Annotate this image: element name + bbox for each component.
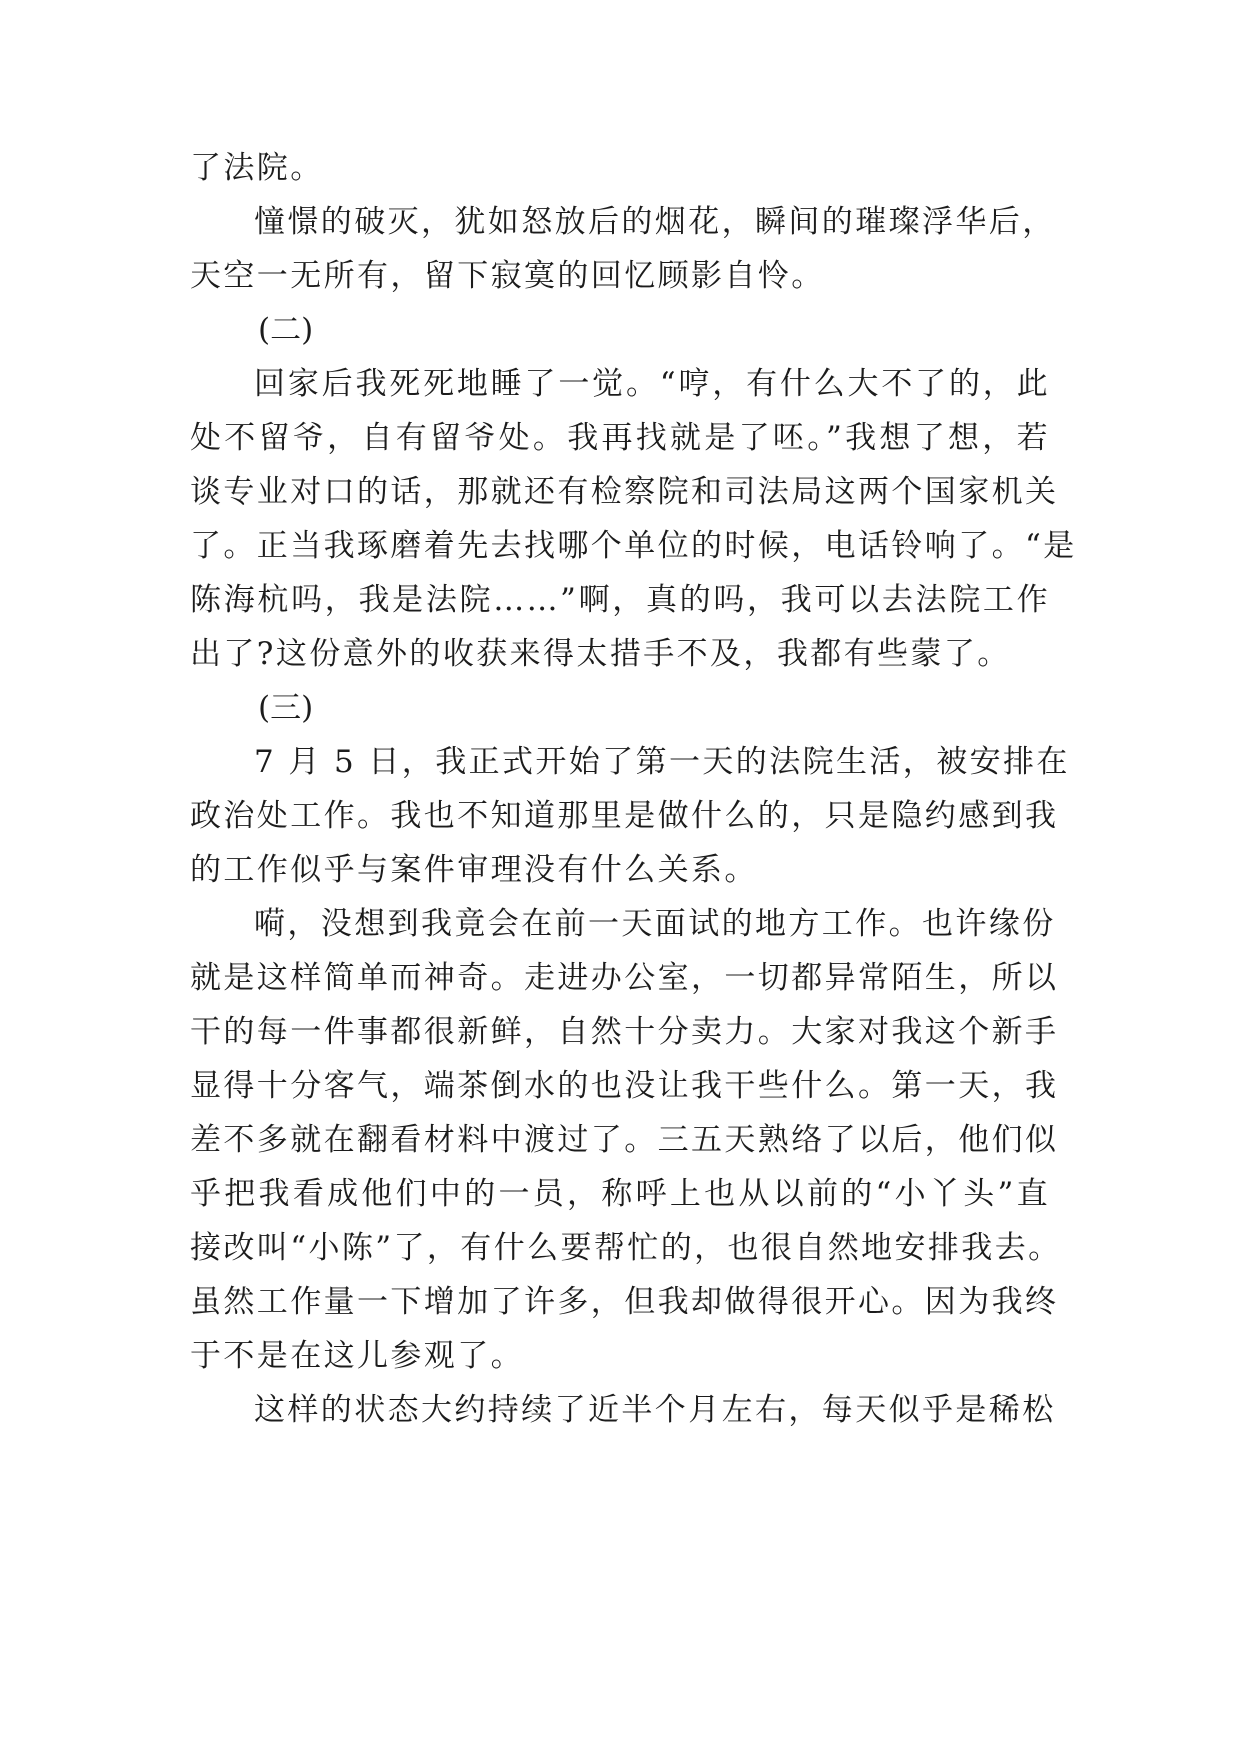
- text-line: [0, 358, 1241, 410]
- paragraph-text: 政治处工作。我也不知道那里是做什么的，只是隐约感到我: [190, 798, 1059, 834]
- paragraph-text: 了。正当我琢磨着先去找哪个单位的时候，电话铃响了。“是: [190, 528, 1077, 564]
- paragraph-text: 陈海杭吗，我是法院……”啊，真的吗，我可以去法院工作: [190, 582, 1050, 618]
- paragraph-text: 出了?这份意外的收获来得太措手不及，我都有些蒙了。: [190, 636, 1011, 672]
- paragraph-text: 7 月 5 日，我正式开始了第一天的法院生活，被安排在: [254, 744, 1070, 780]
- paragraph-text: 憧憬的破灭，犹如怒放后的烟花，瞬间的璀璨浮华后，: [254, 204, 1056, 240]
- text-line: [0, 412, 1241, 464]
- paragraph-text: 差不多就在翻看材料中渡过了。三五天熟络了以后，他们似: [190, 1122, 1059, 1158]
- paragraph-text: 就是这样简单而神奇。走进办公室，一切都异常陌生，所以: [190, 960, 1059, 996]
- section-number: (二): [258, 312, 314, 348]
- paragraph-text: 虽然工作量一下增加了许多，但我却做得很开心。因为我终: [190, 1284, 1059, 1320]
- text-line: [0, 736, 1241, 788]
- text-line: [0, 628, 1241, 680]
- text-line: [0, 1006, 1241, 1058]
- text-line: [0, 574, 1241, 626]
- paragraph-text: 于不是在这儿参观了。: [190, 1338, 524, 1374]
- text-line: [0, 790, 1241, 842]
- text-line: [0, 1330, 1241, 1382]
- text-line: [0, 1060, 1241, 1112]
- text-line: [0, 1276, 1241, 1328]
- paragraph-text: 乎把我看成他们中的一员，称呼上也从以前的“小丫头”直: [190, 1176, 1050, 1212]
- text-line: [0, 466, 1241, 518]
- paragraph-text: 天空一无所有，留下寂寞的回忆顾影自怜。: [190, 258, 825, 294]
- paragraph-text: 处不留爷，自有留爷处。我再找就是了呸。”我想了想，若: [190, 420, 1050, 456]
- paragraph-text: 显得十分客气，端茶倒水的也没让我干些什么。第一天，我: [190, 1068, 1059, 1104]
- paragraph-text: 的工作似乎与案件审理没有什么关系。: [190, 852, 758, 888]
- paragraph-text: 这样的状态大约持续了近半个月左右，每天似乎是稀松: [254, 1392, 1056, 1428]
- text-line: [0, 1168, 1241, 1220]
- text-line: [0, 520, 1241, 572]
- text-line: [0, 196, 1241, 248]
- text-line: [0, 952, 1241, 1004]
- section-heading: [0, 682, 1241, 734]
- paragraph-text: 了法院。: [190, 150, 324, 186]
- paragraph-text: 嗬，没想到我竟会在前一天面试的地方工作。也许缘份: [254, 906, 1056, 942]
- text-line: [0, 250, 1241, 302]
- text-line: [0, 898, 1241, 950]
- paragraph-text: 干的每一件事都很新鲜，自然十分卖力。大家对我这个新手: [190, 1014, 1059, 1050]
- text-line: [0, 142, 1241, 194]
- section-number: (三): [258, 690, 314, 726]
- paragraph-text: 接改叫“小陈”了，有什么要帮忙的，也很自然地安排我去。: [190, 1230, 1062, 1266]
- text-line: [0, 1222, 1241, 1274]
- section-heading: [0, 304, 1241, 356]
- paragraph-text: 回家后我死死地睡了一觉。“哼，有什么大不了的，此: [254, 366, 1050, 402]
- text-line: [0, 1384, 1241, 1436]
- paragraph-text: 谈专业对口的话，那就还有检察院和司法局这两个国家机关: [190, 474, 1059, 510]
- text-line: [0, 844, 1241, 896]
- text-line: [0, 1114, 1241, 1166]
